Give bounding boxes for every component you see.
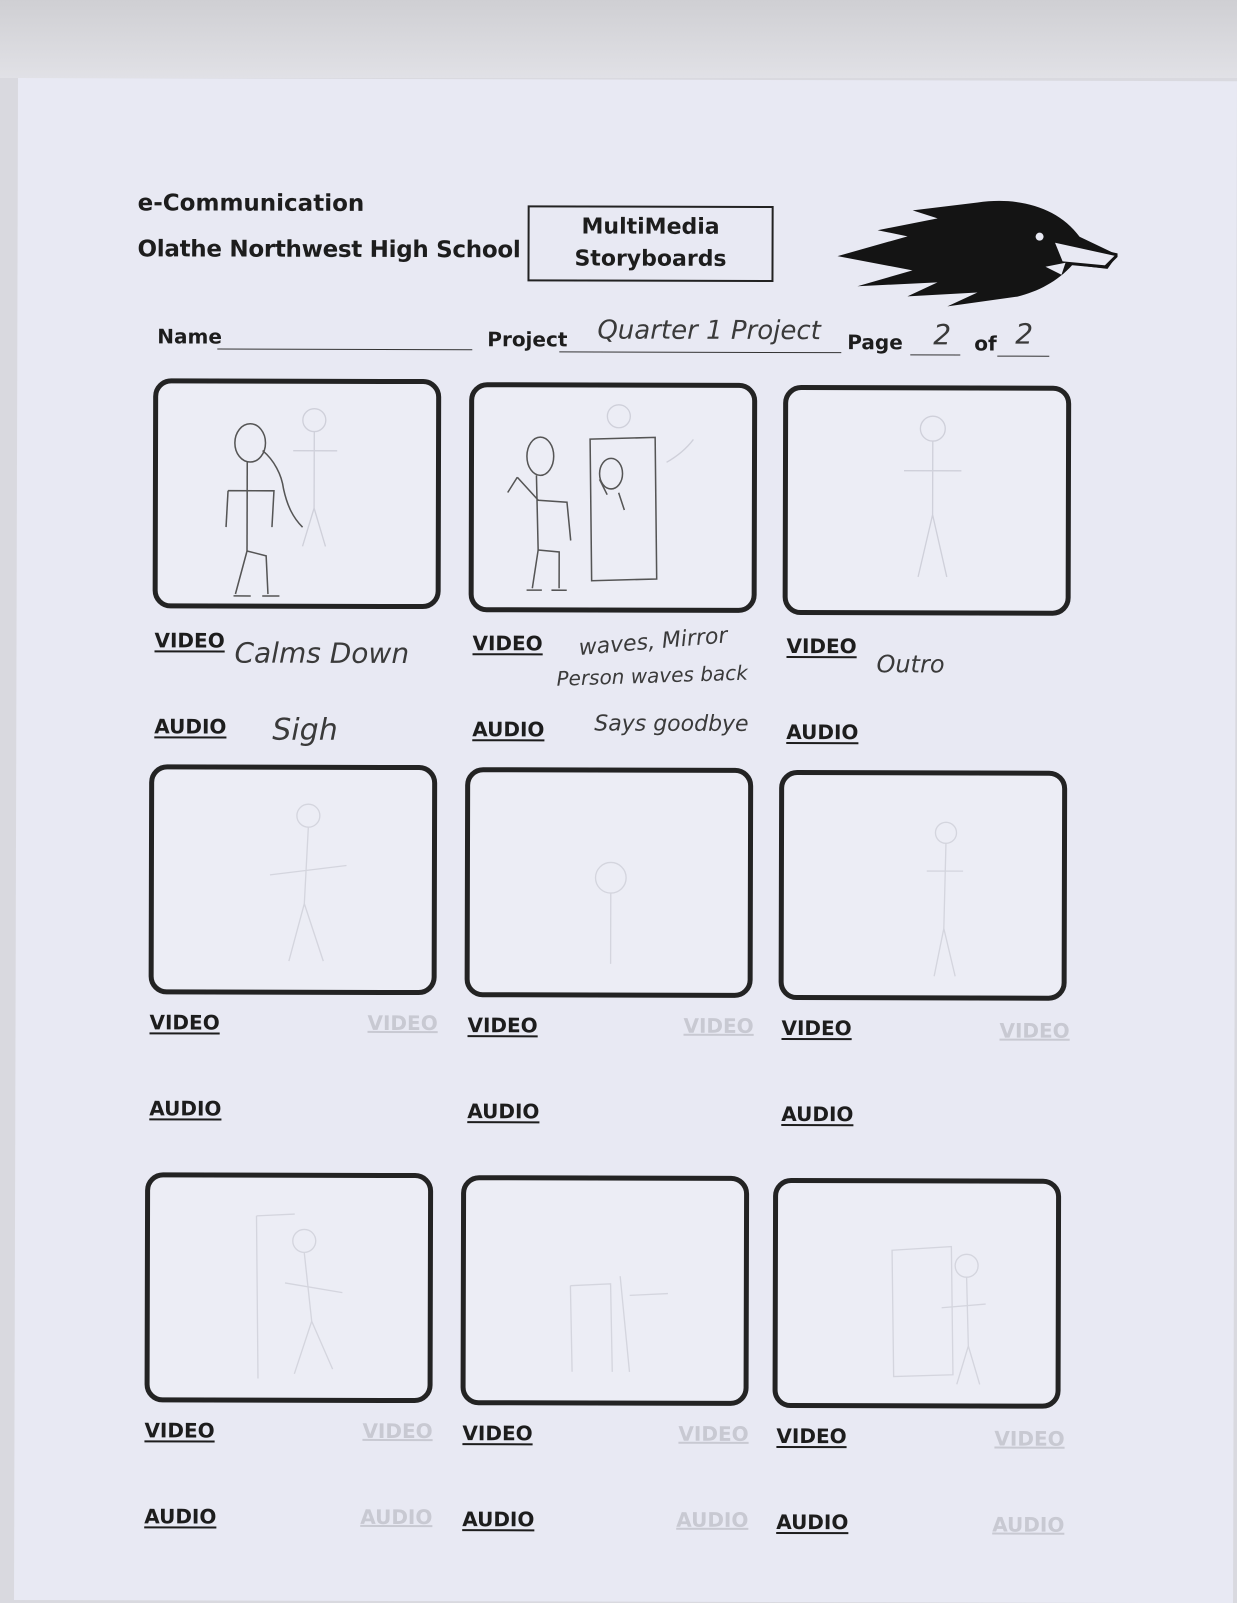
bleed-through-label: VIDEO <box>994 1426 1065 1451</box>
video-label: VIDEO <box>776 1423 847 1449</box>
video-label: VIDEO <box>154 628 225 653</box>
faint-figure-sketch <box>466 1180 745 1401</box>
school-name: Olathe Northwest High School <box>137 236 521 264</box>
video-label: VIDEO <box>786 634 857 659</box>
mirror-wave-sketch <box>474 387 753 608</box>
storyboard-frame-5 <box>465 767 754 998</box>
bleed-through-label: VIDEO <box>362 1418 433 1444</box>
audio-label: AUDIO <box>781 1102 854 1127</box>
page-label: Page <box>847 330 903 355</box>
project-line <box>559 351 841 353</box>
storyboard-frame-1 <box>153 378 442 609</box>
of-label: of <box>974 331 997 356</box>
video-label: VIDEO <box>149 1010 220 1035</box>
video-note-2a: waves, Mirror <box>577 623 729 661</box>
of-value: 2 <box>1015 317 1034 351</box>
name-label: Name <box>157 324 222 349</box>
storyboard-frame-3 <box>783 385 1072 616</box>
bleed-through-label: VIDEO <box>678 1421 749 1446</box>
raven-logo-icon <box>817 196 1117 315</box>
bleed-through-label: AUDIO <box>360 1504 433 1530</box>
video-label: VIDEO <box>467 1013 538 1038</box>
storyboard-sheet <box>14 78 1237 1603</box>
storyboard-frame-4 <box>149 764 438 995</box>
audio-label: AUDIO <box>462 1507 535 1532</box>
audio-note-1: Sigh <box>272 712 338 748</box>
faint-figure-sketch <box>154 769 433 990</box>
worksheet-title-box <box>527 205 773 282</box>
bleed-through-label: VIDEO <box>367 1010 438 1036</box>
stick-figure-sketch <box>158 383 437 604</box>
audio-label: AUDIO <box>786 720 859 745</box>
faint-figure-sketch <box>784 775 1063 996</box>
storyboard-frame-2 <box>469 382 758 613</box>
faint-figure-sketch <box>470 772 749 993</box>
of-line <box>997 356 1049 357</box>
audio-note-2: Says goodbye <box>594 711 749 737</box>
audio-label: AUDIO <box>472 717 545 742</box>
video-label: VIDEO <box>472 631 543 656</box>
project-label: Project <box>487 327 568 352</box>
name-line <box>217 349 472 351</box>
storyboard-frame-6 <box>779 770 1068 1001</box>
faint-door-sketch <box>150 1177 429 1398</box>
faint-mirror-sketch <box>778 1183 1057 1404</box>
video-label: VIDEO <box>144 1418 215 1443</box>
page-line <box>910 354 960 355</box>
bleed-through-label: AUDIO <box>992 1512 1065 1537</box>
storyboard-frame-9 <box>773 1178 1062 1409</box>
page-value: 2 <box>933 318 952 352</box>
project-value: Quarter 1 Project <box>597 315 821 347</box>
audio-label: AUDIO <box>467 1099 540 1124</box>
audio-label: AUDIO <box>776 1509 849 1535</box>
course-title: e-Communication <box>137 190 365 217</box>
video-note-2b: Person waves back <box>556 660 749 691</box>
faint-figure-sketch <box>788 390 1067 611</box>
video-label: VIDEO <box>781 1016 852 1041</box>
audio-label: AUDIO <box>149 1096 222 1121</box>
bleed-through-label: AUDIO <box>676 1507 749 1532</box>
video-note-1: Calms Down <box>234 636 410 671</box>
storyboard-frame-8 <box>461 1175 750 1406</box>
video-note-3: Outro <box>876 650 945 679</box>
worksheet-title-line2: Storyboards <box>574 246 727 272</box>
video-label: VIDEO <box>462 1421 533 1446</box>
audio-label: AUDIO <box>154 714 227 739</box>
audio-label: AUDIO <box>144 1504 217 1529</box>
bleed-through-label: VIDEO <box>999 1018 1070 1043</box>
scan-background-strip <box>0 0 1237 78</box>
worksheet-title-line1: MultiMedia <box>581 214 720 240</box>
bleed-through-label: VIDEO <box>683 1013 754 1038</box>
storyboard-frame-7 <box>145 1172 434 1403</box>
